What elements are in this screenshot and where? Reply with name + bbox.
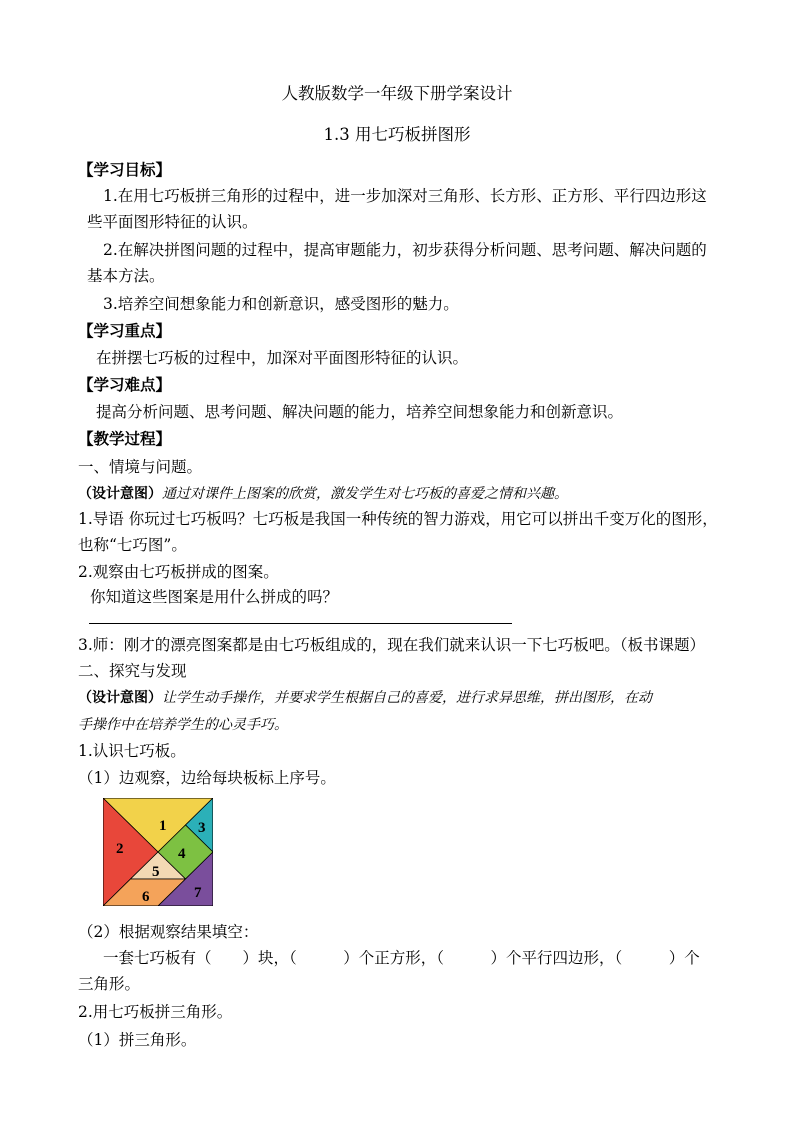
step-1: 1.认识七巧板。	[78, 742, 186, 760]
part2-title: 二、探究与发现	[78, 662, 187, 680]
process-heading: 【教学过程】	[78, 429, 172, 448]
question-3: 3.师：刚才的漂亮图案都是由七巧板组成的，现在我们就来认识一下七巧板吧。（板书课题）	[78, 636, 706, 654]
part2-design-note-line-1	[78, 687, 652, 709]
fill-blank-line-2: 三角形。	[78, 975, 141, 993]
objective-2-line-2: 基本方法。	[87, 267, 165, 285]
tangram-label-3: 3	[198, 820, 206, 836]
tangram-label-7: 7	[194, 885, 202, 901]
difficulty-heading: 【学习难点】	[78, 375, 172, 394]
doc-subtitle: 1.3 用七巧板拼图形	[323, 125, 471, 144]
fill-blank-line-1: 一套七巧板有（ ）块，（ ）个正方形，（ ）个平行四边形，（ ）个	[103, 949, 700, 967]
doc-title: 人教版数学一年级下册学案设计	[281, 84, 513, 103]
tangram-label-1: 1	[159, 818, 167, 834]
question-1-line-1: 1.导语 你玩过七巧板吗？七巧板是我国一种传统的智力游戏，用它可以拼出千变万化的图形，	[78, 510, 718, 528]
difficulty-text: 提高分析问题、思考问题、解决问题的能力，培养空间想象能力和创新意识。	[96, 403, 624, 421]
step-1-1: （1）边观察，边给每块板标上序号。	[78, 769, 336, 787]
tangram-label-5: 5	[152, 864, 160, 880]
tangram-label-6: 6	[142, 889, 150, 905]
key-point-heading: 【学习重点】	[78, 321, 172, 340]
tangram-label-2: 2	[116, 841, 124, 857]
objective-1-line-2: 些平面图形特征的认识。	[87, 213, 258, 231]
key-point-text: 在拼摆七巧板的过程中，加深对平面图形特征的认识。	[96, 349, 469, 367]
tangram-label-4: 4	[178, 846, 186, 862]
part1-title: 一、情境与问题。	[78, 458, 203, 476]
question-2-sub: 你知道这些图案是用什么拼成的吗？	[90, 588, 339, 606]
part2-design-note-line-2: 手操作中在培养学生的心灵手巧。	[78, 717, 288, 733]
objective-2-line-1: 2.在解决拼图问题的过程中，提高审题能力，初步获得分析问题、思考问题、解决问题的	[103, 241, 707, 259]
design-text: 通过对课件上图案的欣赏，激发学生对七巧板的喜爱之情和兴趣。	[162, 486, 568, 502]
step-1-2: （2）根据观察结果填空：	[78, 923, 259, 941]
part1-design-note	[78, 483, 568, 505]
objective-1-line-1: 1.在用七巧板拼三角形的过程中，进一步加深对三角形、长方形、正方形、平行四边形这	[103, 187, 707, 205]
question-1-line-2: 也称“七巧图”。	[78, 536, 187, 554]
answer-blank-line	[89, 623, 512, 624]
design-text: 让学生动手操作，并要求学生根据自己的喜爱，进行求异思维，拼出图形，在动	[162, 690, 652, 706]
objective-3: 3.培养空间想象能力和创新意识，感受图形的魅力。	[103, 295, 459, 313]
design-label: （设计意图）	[78, 486, 162, 502]
step-2-1: （1）拼三角形。	[78, 1031, 197, 1049]
tangram-diagram	[103, 798, 213, 906]
question-2: 2.观察由七巧板拼成的图案。	[78, 563, 279, 581]
design-label: （设计意图）	[78, 690, 162, 706]
objectives-heading: 【学习目标】	[78, 160, 172, 179]
step-2: 2.用七巧板拼三角形。	[78, 1003, 233, 1021]
